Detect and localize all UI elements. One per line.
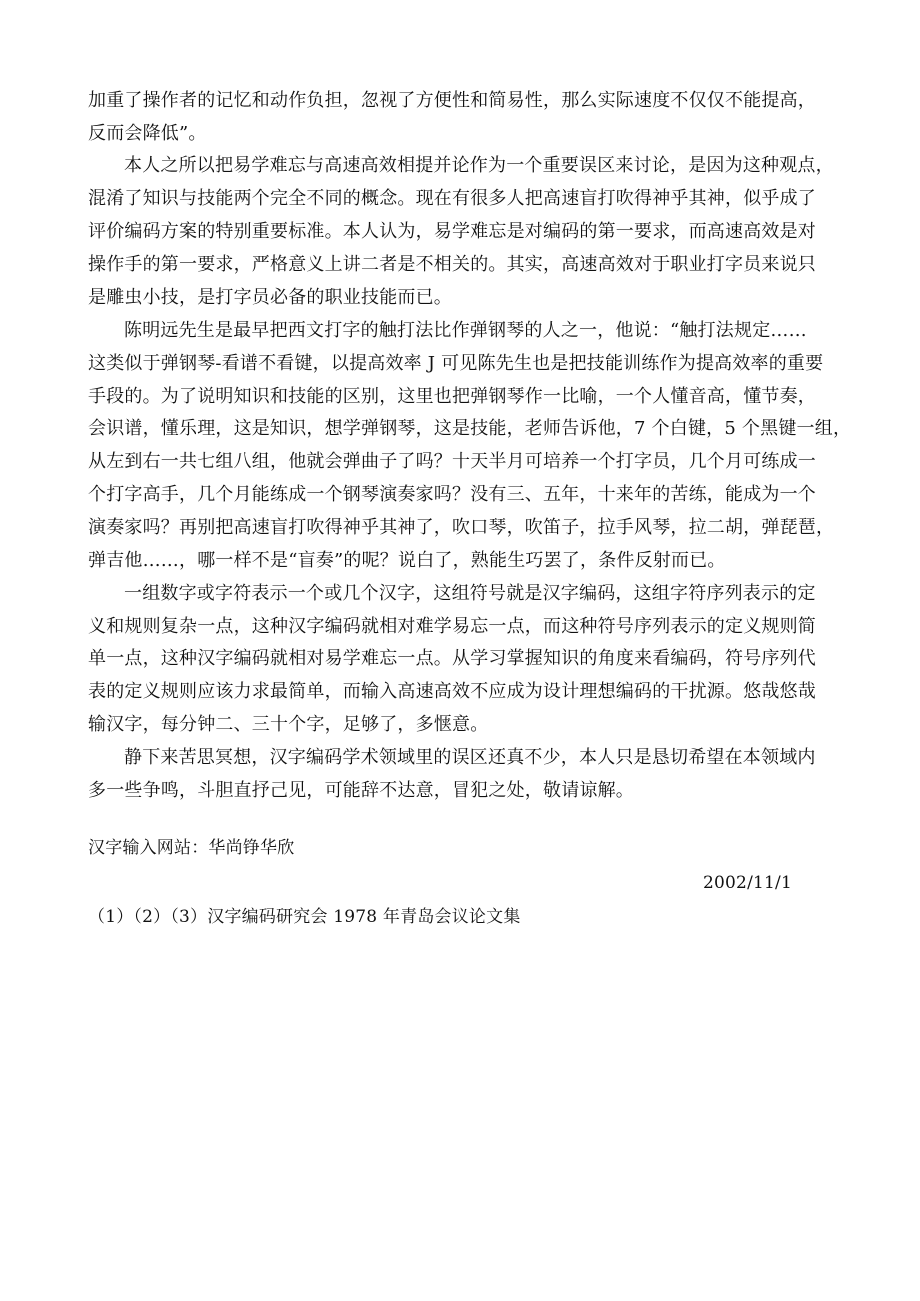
paragraph-line: 静下来苦思冥想，汉字编码学术领域里的误区还真不少，本人只是恳切希望在本领域内 <box>124 747 816 768</box>
paragraph-line: 从左到右一共七组八组，他就会弹曲子了吗？十天半月可培养一个打字员，几个月可练成一 <box>88 451 816 472</box>
paragraph-line: 这类似于弹钢琴-看谱不看键，以提高效率 J 可见陈先生也是把技能训练作为提高效率的重要 <box>88 353 824 374</box>
paragraph-line: 手段的。为了说明知识和技能的区别，这里也把弹钢琴作一比喻，一个人懂音高，懂节奏， <box>88 386 816 407</box>
paragraph-line: 表的定义规则应该力求最简单，而输入高速高效不应成为设计理想编码的干扰源。悠哉悠哉 <box>88 681 816 702</box>
document-date: 2002/11/1 <box>703 873 792 893</box>
paragraph-line: 输汉字，每分钟二、三十个字，足够了，多惬意。 <box>88 714 489 735</box>
paragraph-line: 一组数字或字符表示一个或几个汉字，这组符号就是汉字编码，这组字符序列表示的定 <box>124 583 816 604</box>
paragraph-line: 操作手的第一要求，严格意义上讲二者是不相关的。其实，高速高效对于职业打字员来说只 <box>88 254 816 275</box>
paragraph-line: 混淆了知识与技能两个完全不同的概念。现在有很多人把高速盲打吹得神乎其神，似乎成了 <box>88 188 816 209</box>
paragraph-line: 反而会降低”。 <box>88 123 207 144</box>
website-credit: 汉字输入网站：华尚铮华欣 <box>88 838 295 858</box>
paragraph-line: 单一点，这种汉字编码就相对易学难忘一点。从学习掌握知识的角度来看编码，符号序列代 <box>88 648 816 669</box>
paragraph-line: 加重了操作者的记忆和动作负担，忽视了方便性和简易性，那么实际速度不仅仅不能提高， <box>88 90 816 111</box>
paragraph-line: 会识谱，懂乐理，这是知识，想学弹钢琴，这是技能，老师告诉他，7 个白键，5 个黑键一组， <box>88 418 852 439</box>
paragraph-line: 多一些争鸣，斗胆直抒己见，可能辞不达意，冒犯之处，敬请谅解。 <box>88 780 634 801</box>
paragraph-line: 本人之所以把易学难忘与高速高效相提并论作为一个重要误区来讨论，是因为这种观点， <box>124 155 834 176</box>
paragraph-line: 是雕虫小技，是打字员必备的职业技能而已。 <box>88 287 452 308</box>
paragraph-line: 陈明远先生是最早把西文打字的触打法比作弹钢琴的人之一，他说：“触打法规定…… <box>124 320 807 341</box>
paragraph-line: 义和规则复杂一点，这种汉字编码就相对难学易忘一点，而这种符号序列表示的定义规则简 <box>88 616 816 637</box>
paragraph-line: 演奏家吗？再别把高速盲打吹得神乎其神了，吹口琴，吹笛子，拉手风琴，拉二胡，弹琵琶， <box>88 517 835 538</box>
paragraph-line: 个打字高手，几个月能练成一个钢琴演奏家吗？没有三、五年，十来年的苦练，能成为一个 <box>88 484 816 505</box>
paragraph-line: 评价编码方案的特别重要标准。本人认为，易学难忘是对编码的第一要求，而高速高效是对 <box>88 221 816 242</box>
footnote: （1）（2）（3）汉字编码研究会 1978 年青岛会议论文集 <box>88 907 521 927</box>
paragraph-line: 弹吉他……，哪一样不是“盲奏”的呢？说白了，熟能生巧罢了，条件反射而已。 <box>88 550 726 571</box>
